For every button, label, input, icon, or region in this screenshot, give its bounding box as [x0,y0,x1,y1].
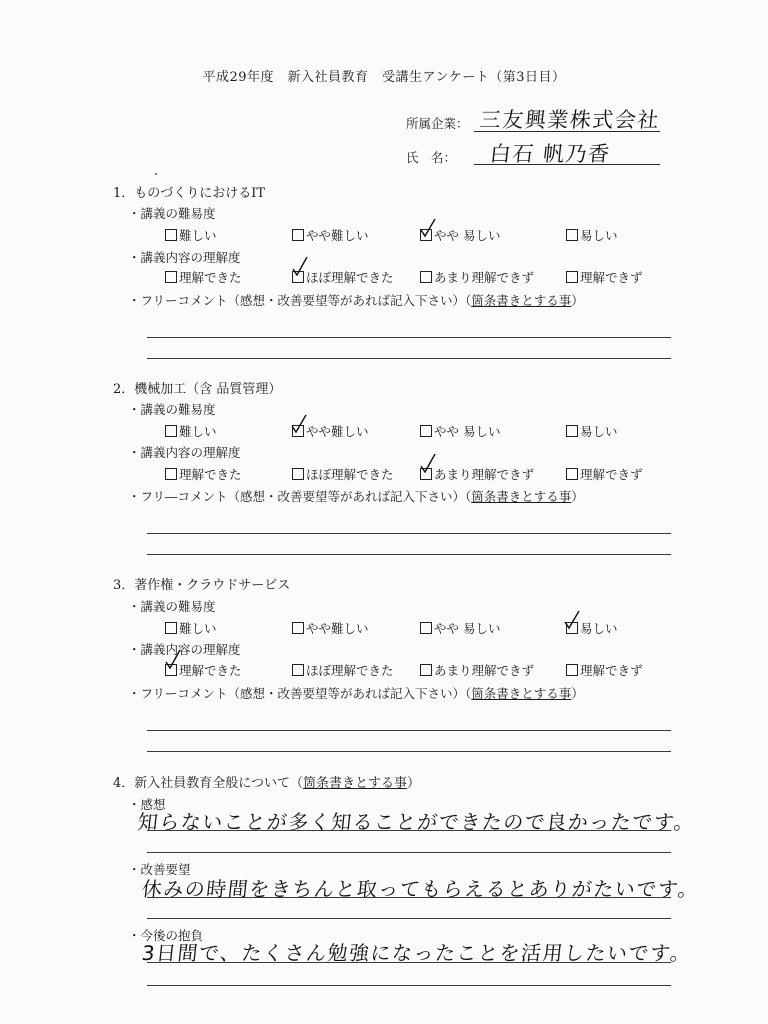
checkbox[interactable] [566,425,578,437]
checkbox[interactable] [420,271,432,283]
speck [155,173,157,175]
section-2-understanding-opt-4[interactable]: 理解できず [566,465,643,483]
name-underline [474,164,660,165]
company-underline [474,131,660,132]
section-1-difficulty-opt-1[interactable]: 難しい [165,226,217,244]
impression-text: 知らないことが多く知ることができたので良かったです。 [136,810,697,834]
checkbox[interactable] [566,271,578,283]
section-2-difficulty-label: ・講義の難易度 [128,402,216,417]
section-2-understanding-label: ・講義内容の理解度 [128,445,241,460]
checkbox[interactable] [292,229,304,241]
answer-line [147,852,671,853]
improvement-label: ・改善要望 [128,862,191,877]
aspiration-label: ・今後の抱負 [128,928,204,943]
section-1-heading: 1．ものづくりにおけるIT [113,186,266,201]
section-3-difficulty-label: ・講義の難易度 [128,599,216,614]
section-2-difficulty-opt-3[interactable]: やや 易しい [420,422,500,440]
answer-line [147,751,671,752]
company-label: 所属企業： [406,116,469,131]
section-1-difficulty-opt-2[interactable]: やや難しい [292,226,369,244]
section-1-free-comment-label: ・フリーコメント（感想・改善要望等があれば記入下さい）（箇条書きとする事） [128,293,584,308]
section-2-free-comment-label: ・フリ―コメント（感想・改善要望等があれば記入下さい）（箇条書きとする事） [128,489,584,504]
page-title: 平成29年度 新入社員教育 受講生アンケート（第3日目） [202,70,566,85]
checkmark-icon [419,217,437,239]
section-1-difficulty-label: ・講義の難易度 [128,206,216,221]
section-3-difficulty-opt-3[interactable]: やや 易しい [420,619,500,637]
checkbox[interactable] [566,664,578,676]
section-2-heading: 2．機械加工（含 品質管理） [113,382,282,397]
section-3-free-comment-label: ・フリーコメント（感想・改善要望等があれば記入下さい）（箇条書きとする事） [128,686,584,701]
section-3-difficulty-opt-2[interactable]: やや難しい [292,619,369,637]
checkmark-icon [563,609,581,631]
checkbox[interactable] [165,468,177,480]
checkbox[interactable] [420,425,432,437]
section-3-understanding-opt-4[interactable]: 理解できず [566,661,643,679]
section-2-understanding-opt-3[interactable]: あまり理解できず [420,465,534,483]
checkbox[interactable] [292,664,304,676]
answer-line [147,554,671,555]
answer-line [147,533,671,534]
answer-line [147,730,671,731]
section-1-understanding-opt-1[interactable]: 理解できた [165,268,242,286]
checkbox[interactable] [420,664,432,676]
answer-line [147,897,671,898]
impression-label: ・感想 [128,797,166,812]
section-3-heading: 3．著作権・クラウドサービス [113,578,291,593]
answer-line [147,918,671,919]
section-1-understanding-opt-4[interactable]: 理解できず [566,268,643,286]
section-3-difficulty-opt-4[interactable]: 易しい [566,619,618,637]
answer-line [147,962,671,963]
section-1-understanding-opt-3[interactable]: あまり理解できず [420,268,534,286]
section-2-difficulty-opt-2[interactable]: やや難しい [292,422,369,440]
checkmark-icon [291,255,309,277]
checkbox[interactable] [165,425,177,437]
section-3-understanding-opt-1[interactable]: 理解できた [165,661,242,679]
section-3-understanding-label: ・講義内容の理解度 [128,642,241,657]
section-3-understanding-opt-2[interactable]: ほぼ理解できた [292,661,394,679]
checkbox[interactable] [165,229,177,241]
answer-line [147,358,671,359]
checkmark-icon [290,413,308,435]
company-value: 三友興業株式会社 [478,108,662,132]
section-1-difficulty-opt-4[interactable]: 易しい [566,226,618,244]
improvement-text: 休みの時間をきちんと取ってもらえるとありがたいです。 [140,877,701,901]
section-2-difficulty-opt-4[interactable]: 易しい [566,422,618,440]
answer-line [147,985,671,986]
checkbox[interactable] [566,229,578,241]
section-1-understanding-opt-2[interactable]: ほぼ理解できた [292,268,394,286]
checkbox[interactable] [165,271,177,283]
checkbox[interactable] [566,468,578,480]
checkbox[interactable] [292,468,304,480]
answer-line [147,337,671,338]
checkmark-icon [419,452,437,474]
checkbox[interactable] [420,622,432,634]
checkbox[interactable] [165,622,177,634]
answer-line [147,830,671,831]
name-label: 氏 名： [406,150,457,165]
section-2-difficulty-opt-1[interactable]: 難しい [165,422,217,440]
section-2-understanding-opt-1[interactable]: 理解できた [165,465,242,483]
name-value: 白石 帆乃香 [488,142,612,166]
checkbox[interactable] [292,622,304,634]
section-3-understanding-opt-3[interactable]: あまり理解できず [420,661,534,679]
checkmark-icon [164,648,182,670]
section-4-heading: 4．新入社員教育全般について（箇条書きとする事） [113,776,421,791]
section-1-difficulty-opt-3[interactable]: やや 易しい [420,226,500,244]
aspiration-text: 3日間で、たくさん勉強になったことを活用したいです。 [140,941,693,965]
section-3-difficulty-opt-1[interactable]: 難しい [165,619,217,637]
section-2-understanding-opt-2[interactable]: ほぼ理解できた [292,465,394,483]
section-1-understanding-label: ・講義内容の理解度 [128,250,241,265]
